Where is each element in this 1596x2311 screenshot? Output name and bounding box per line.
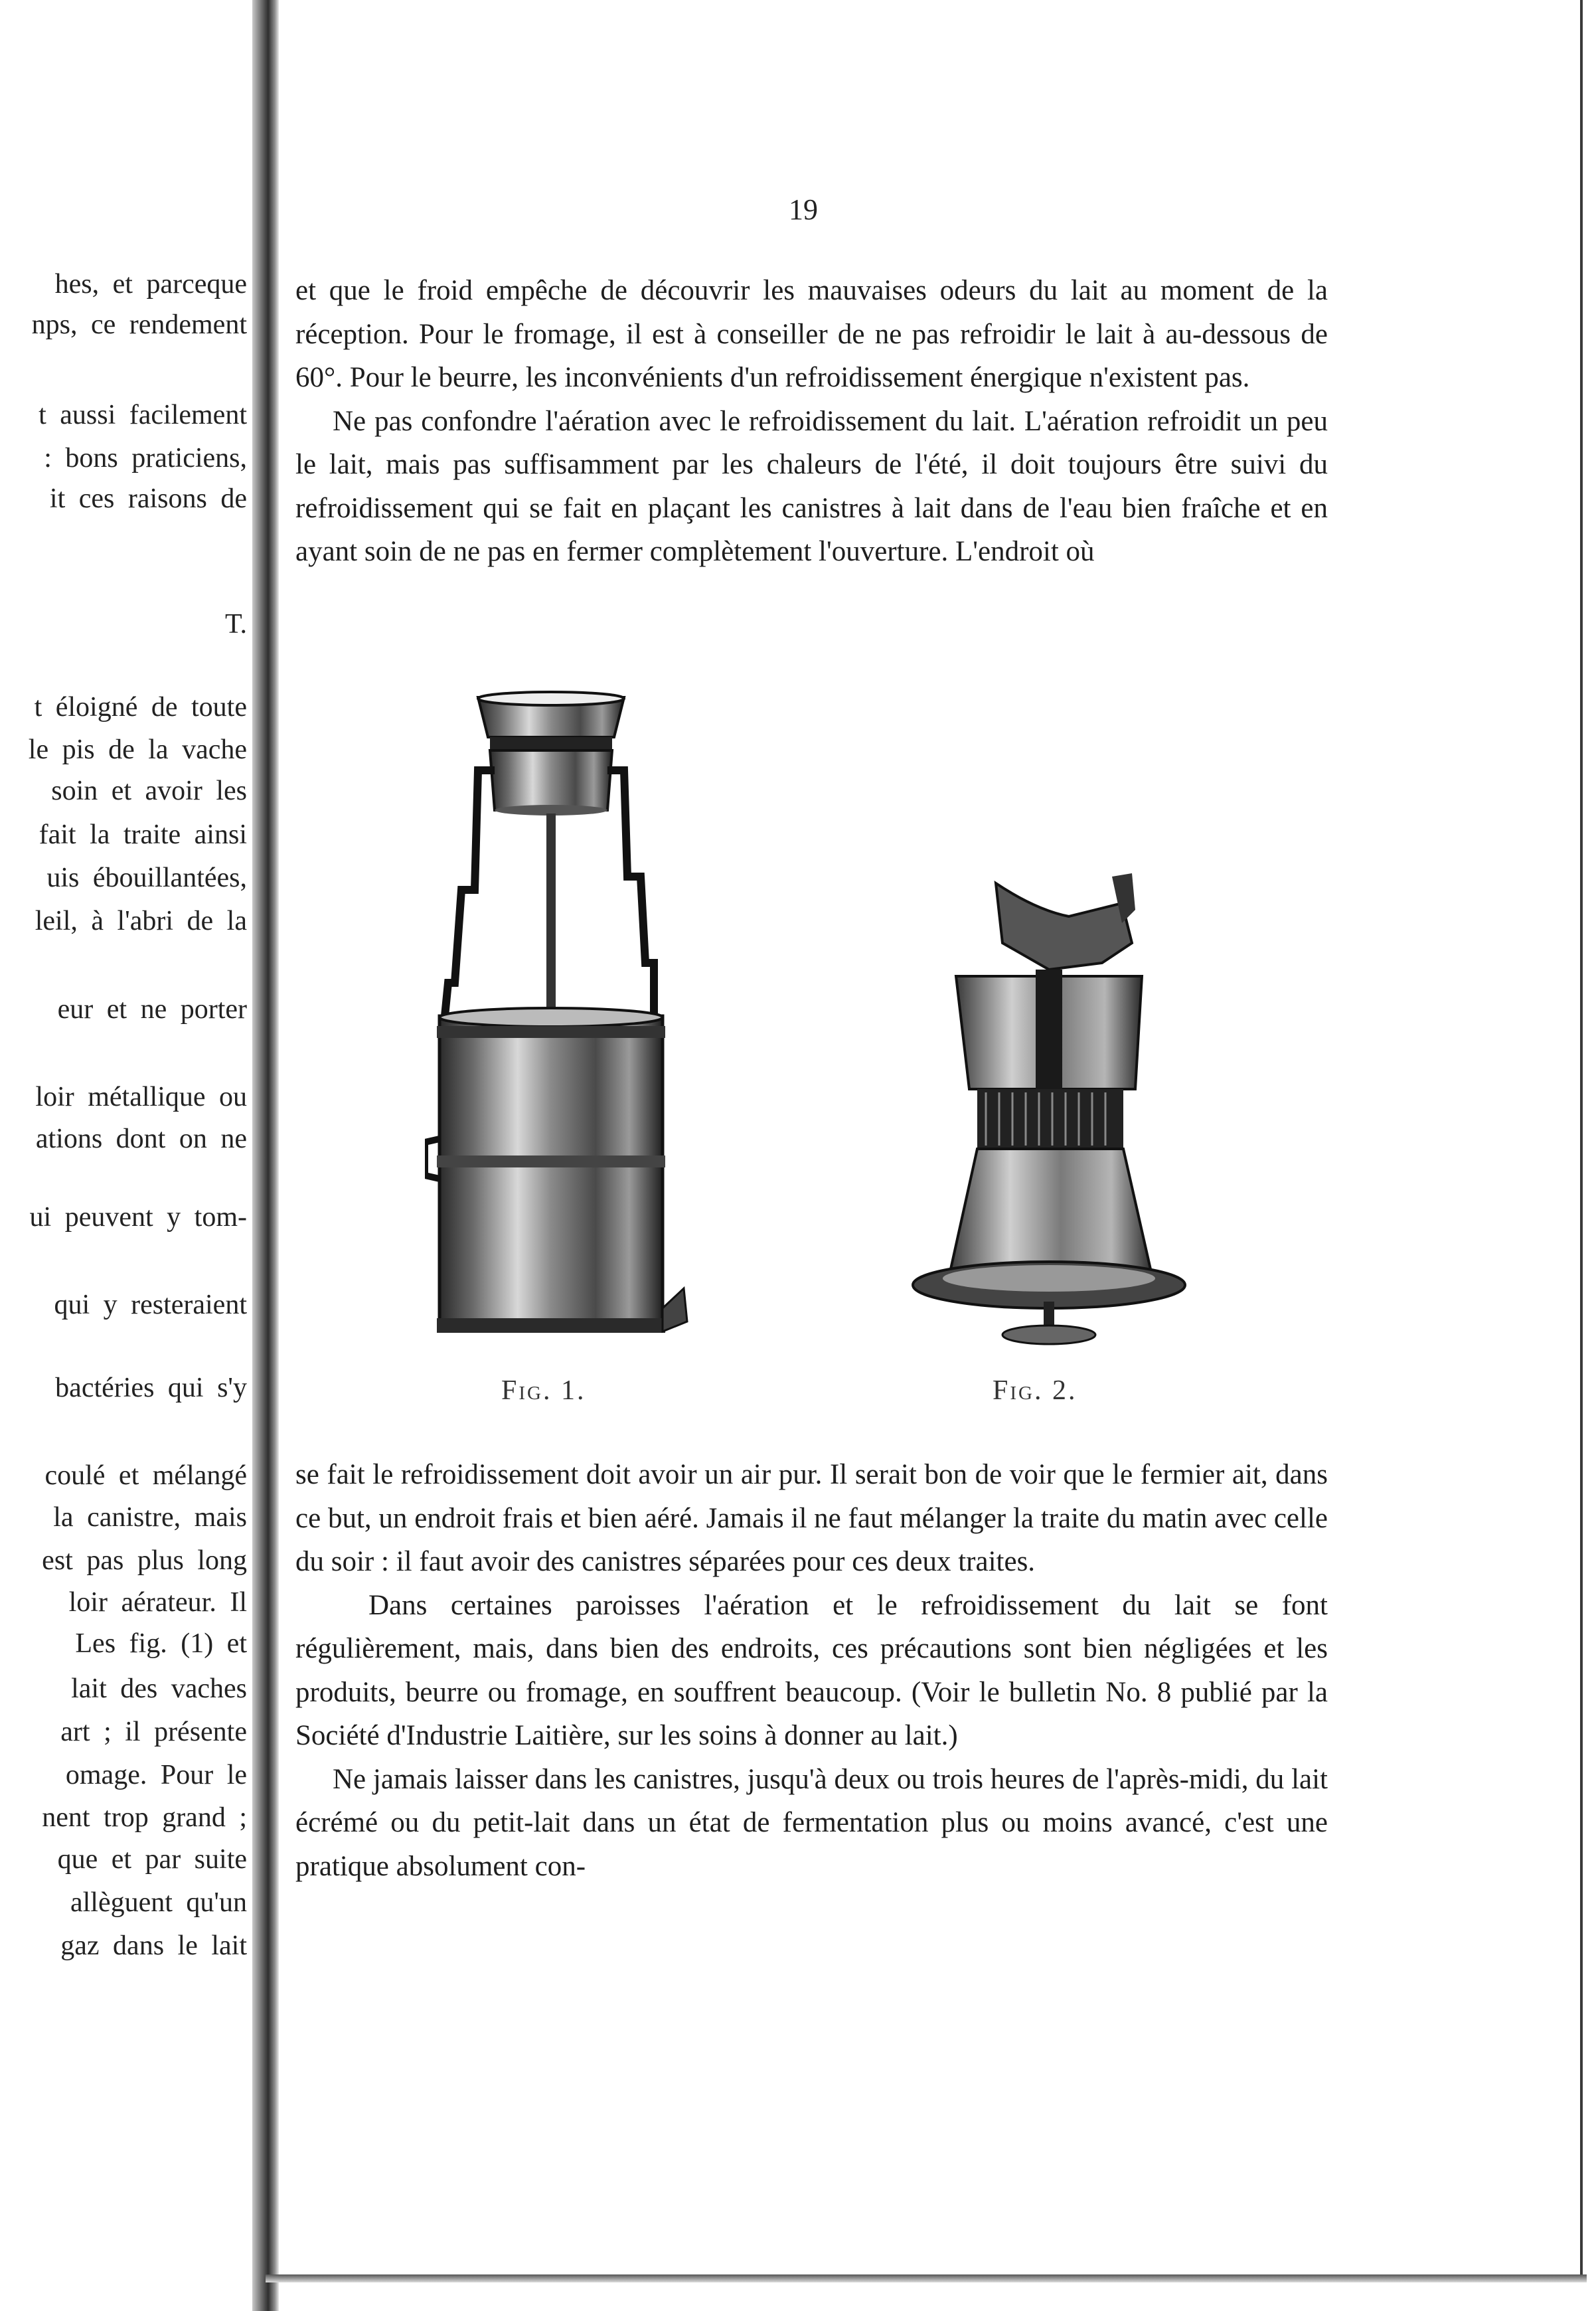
left-page-line: loir métallique ou <box>35 1082 247 1112</box>
left-page-line: leil, à l'abri de la <box>35 906 247 936</box>
paragraph: et que le froid empêche de découvrir les mauvaises odeurs du lait au moment de la réception. Pour le fromage, il est à conseiller de ne pas refroidir le lait à au-dessous de 60°. Pour le beurre, les inconvénients d'un refroidissement énergique n'existent pas. <box>295 275 1328 393</box>
left-page-line: it ces raisons de <box>49 483 247 514</box>
left-page-line: nps, ce rendement <box>31 309 247 340</box>
left-page-line: T. <box>224 609 247 640</box>
text-block-top <box>295 269 1328 574</box>
left-page-line: lait des vaches <box>71 1673 247 1704</box>
text-block-bottom <box>295 1453 1328 1888</box>
left-page-line: la canistre, mais <box>53 1502 247 1533</box>
left-page-line: bactéries qui s'y <box>55 1373 247 1403</box>
left-page-line: ui peuvent y tom- <box>29 1202 247 1233</box>
milk-can-illustration <box>425 691 690 1348</box>
left-page-line: allèguent qu'un <box>70 1887 247 1918</box>
left-page-line: coulé et mélangé <box>44 1460 247 1491</box>
left-page-line: Les fig. (1) et <box>75 1628 247 1659</box>
page-bottom-edge <box>266 2274 1587 2282</box>
left-page-line: qui y resteraient <box>54 1290 247 1320</box>
page-number: 19 <box>789 193 818 226</box>
left-page-line: que et par suite <box>57 1844 247 1875</box>
paragraph: Ne jamais laisser dans les canistres, jusqu'à deux ou trois heures de l'après-midi, du lait écrémé ou du petit-lait dans un état de fermentation plus ou moins avancé, c'est une pratique absolument con- <box>295 1763 1328 1882</box>
left-page-line: t éloigné de toute <box>34 692 247 723</box>
left-page-line: : bons praticiens, <box>44 443 247 473</box>
left-page-line: ations dont on ne <box>35 1124 247 1154</box>
figure-2-milk-cooler <box>903 870 1195 1355</box>
left-page-line: uis ébouillantées, <box>46 863 247 893</box>
left-page-line: gaz dans le lait <box>60 1930 247 1961</box>
left-page-line: est pas plus long <box>42 1545 247 1576</box>
left-page-fragment <box>0 0 252 2311</box>
left-page-line: omage. Pour le <box>65 1760 247 1790</box>
left-page-line: le pis de la vache <box>28 734 247 765</box>
paragraph: Ne pas confondre l'aération avec le refroidissement du lait. L'aération refroidit un peu le lait, mais pas suffisamment par les chaleurs de l'été, il doit toujours être suivi du refroidissement qui se fait en plaçant les canistres à lait dans de l'eau bien fraîche et en ayant soin de ne pas en fermer complètement l'ouverture. L'endroit où <box>295 405 1328 567</box>
left-page-line: t aussi facilement <box>39 400 247 430</box>
figure-1-caption: Fig. 1. <box>501 1375 586 1406</box>
left-page-line: eur et ne porter <box>57 994 247 1025</box>
figure-1-milk-aerator-can <box>425 691 690 1348</box>
milk-cooler-illustration <box>903 870 1195 1355</box>
paragraph: se fait le refroidissement doit avoir un air pur. Il serait bon de voir que le fermier ait, dans ce but, un endroit frais et bien aéré. Jamais il ne faut mélanger la traite du matin avec celle du soir : il faut avoir des canistres séparées pour ces deux traites. <box>295 1459 1328 1577</box>
left-page-line: soin et avoir les <box>51 776 247 806</box>
figure-2-caption: Fig. 2. <box>993 1375 1077 1406</box>
left-page-line: hes, et parceque <box>54 269 247 300</box>
left-page-line: fait la traite ainsi <box>39 819 247 850</box>
left-page-line: art ; il présente <box>60 1717 247 1747</box>
left-page-line: loir aérateur. Il <box>68 1587 247 1618</box>
book-spine-shadow <box>252 0 279 2311</box>
left-page-line: nent trop grand ; <box>42 1802 247 1833</box>
paragraph: Dans certaines paroisses l'aération et le refroidissement du lait se font régulièrement, mais, dans bien des endroits, ces précautions sont bien négligées et les produits, beurre ou fromage, en souffrent beaucoup. (Voir le bulletin No. 8 publié par la Société d'Industrie Laitière, sur les soins à donner au lait.) <box>295 1589 1328 1751</box>
